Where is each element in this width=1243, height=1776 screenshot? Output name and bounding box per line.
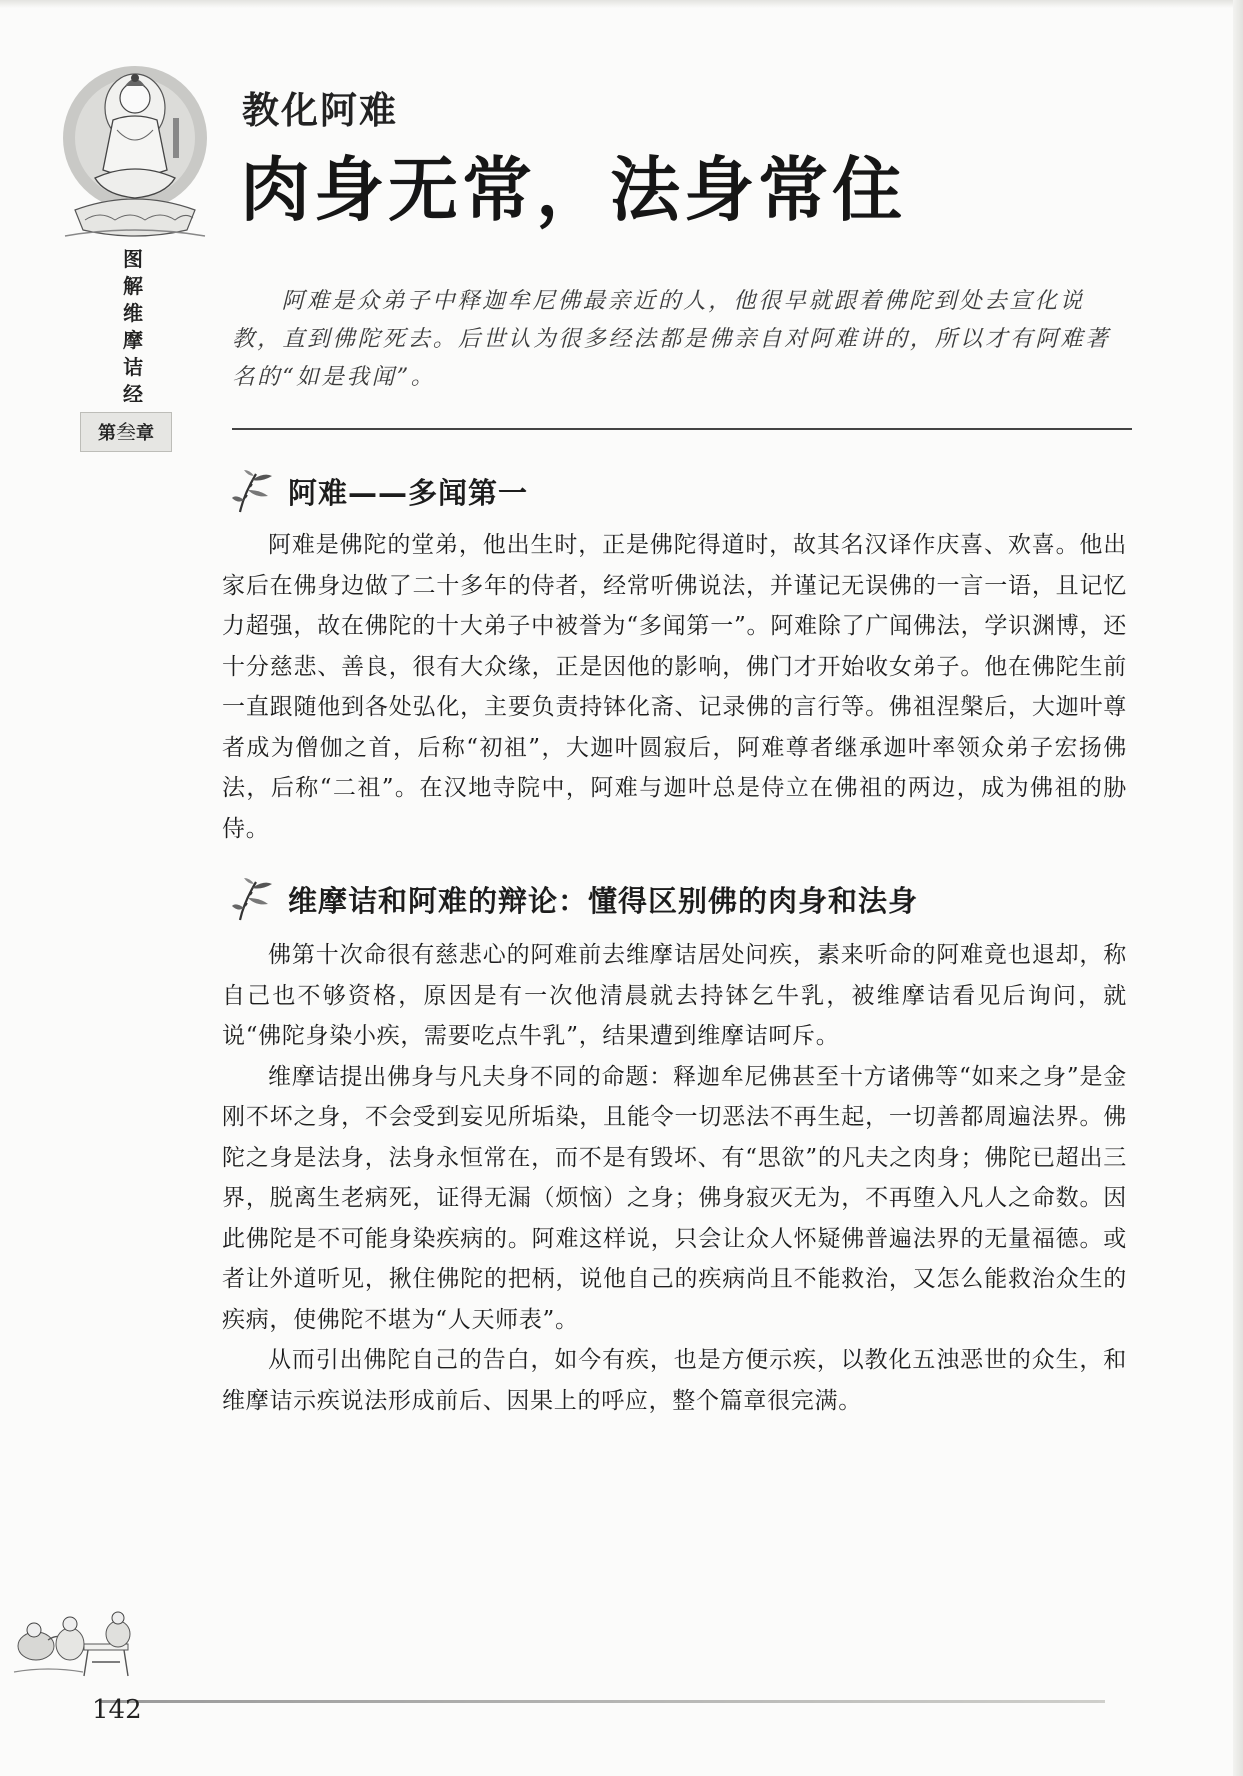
book-title-char: 维 [123,301,143,325]
intro-divider [232,428,1132,430]
book-title-char: 经 [123,382,143,406]
book-title-char: 图 [123,247,143,271]
scholars-scene-icon [8,1600,158,1680]
page-title: 肉身无常，法身常住 [240,149,906,231]
book-title-char: 摩 [123,328,143,352]
body-paragraph: 维摩诘提出佛身与凡夫身不同的命题：释迦牟尼佛甚至十方诸佛等“如来之身”是金刚不坏之身，不会受到妄见所垢染，且能令一切恶法不再生起，一切善都周遍法界。佛陀之身是法身，法身永恒常在，而不是有毁坏、有“思欲”的凡夫之肉身；佛陀已超出三界，脱离生老病死，证得无漏（烦恼）之身；佛身寂灭无为，不再堕入凡人之命数。因此佛陀是不可能身染疾病的。阿难这样说，只会让众人怀疑佛普遍法界的无量福德。或者让外道听见，揪住佛陀的把柄，说他自己的疾病尚且不能救治，又怎么能救治众生的疾病，使佛陀不堪为“人天师表”。 [222,1063,1127,1333]
section-kicker: 教化阿难 [242,89,398,132]
book-title-char: 解 [123,274,143,298]
section-heading-1 [230,468,528,514]
bamboo-icon [230,876,276,922]
section-heading-2 [230,876,918,922]
buddha-seated-icon [55,60,215,250]
page-top-shadow [0,0,1243,8]
chapter-suffix: 章 [136,423,154,444]
body-paragraph: 佛第十次命很有慈悲心的阿难前去维摩诘居处问疾，素来听命的阿难竟也退却，称自己也不够资格，原因是有一次他清晨就去持钵乞牛乳，被维摩诘看见后询问，就说“佛陀身染小疾，需要吃点牛乳”，结果遭到维摩诘呵斥。 [222,942,1127,1049]
section-heading-text: 阿难——多闻第一 [288,475,529,510]
body-paragraph: 从而引出佛陀自己的告白，如今有疾，也是方便示疾，以教化五浊恶世的众生，和维摩诘示疾说法形成前后、因果上的呼应，整个篇章很完满。 [222,1347,1127,1414]
page-edge [1233,0,1243,1776]
footer-divider [100,1700,1105,1703]
chapter-number: 叁 [116,420,136,444]
section-heading-text: 维摩诘和阿难的辩论：懂得区别佛的肉身和法身 [288,883,919,918]
book-title-vertical [118,246,148,408]
chapter-prefix: 第 [98,423,116,444]
book-title-char: 诘 [123,355,143,379]
section-body-1 [222,525,1127,849]
body-paragraph: 阿难是佛陀的堂弟，他出生时，正是佛陀得道时，故其名汉译作庆喜、欢喜。他出家后在佛身边做了二十多年的侍者，经常听佛说法，并谨记无误佛的一言一语，且记忆力超强，故在佛陀的十大弟子中被誉为“多闻第一”。阿难除了广闻佛法，学识渊博，还十分慈悲、善良，很有大众缘，正是因他的影响，佛门才开始收女弟子。他在佛陀生前一直跟随他到各处弘化，主要负责持钵化斋、记录佛的言行等。佛祖涅槃后，大迦叶尊者成为僧伽之首，后称“初祖”，大迦叶圆寂后，阿难尊者继承迦叶率领众弟子宏扬佛法，后称“二祖”。在汉地寺院中，阿难与迦叶总是侍立在佛祖的两边，成为佛祖的胁侍。 [222,532,1127,842]
intro-paragraph: 阿难是众弟子中释迦牟尼佛最亲近的人，他很早就跟着佛陀到处去宣化说教，直到佛陀死去。后世认为很多经法都是佛亲自对阿难讲的，所以才有阿难著名的“如是我闻”。 [232,288,1111,390]
page-number: 142 [92,1695,142,1725]
chapter-tab [80,412,172,452]
bamboo-icon [230,468,276,514]
section-body-2 [222,935,1127,1421]
